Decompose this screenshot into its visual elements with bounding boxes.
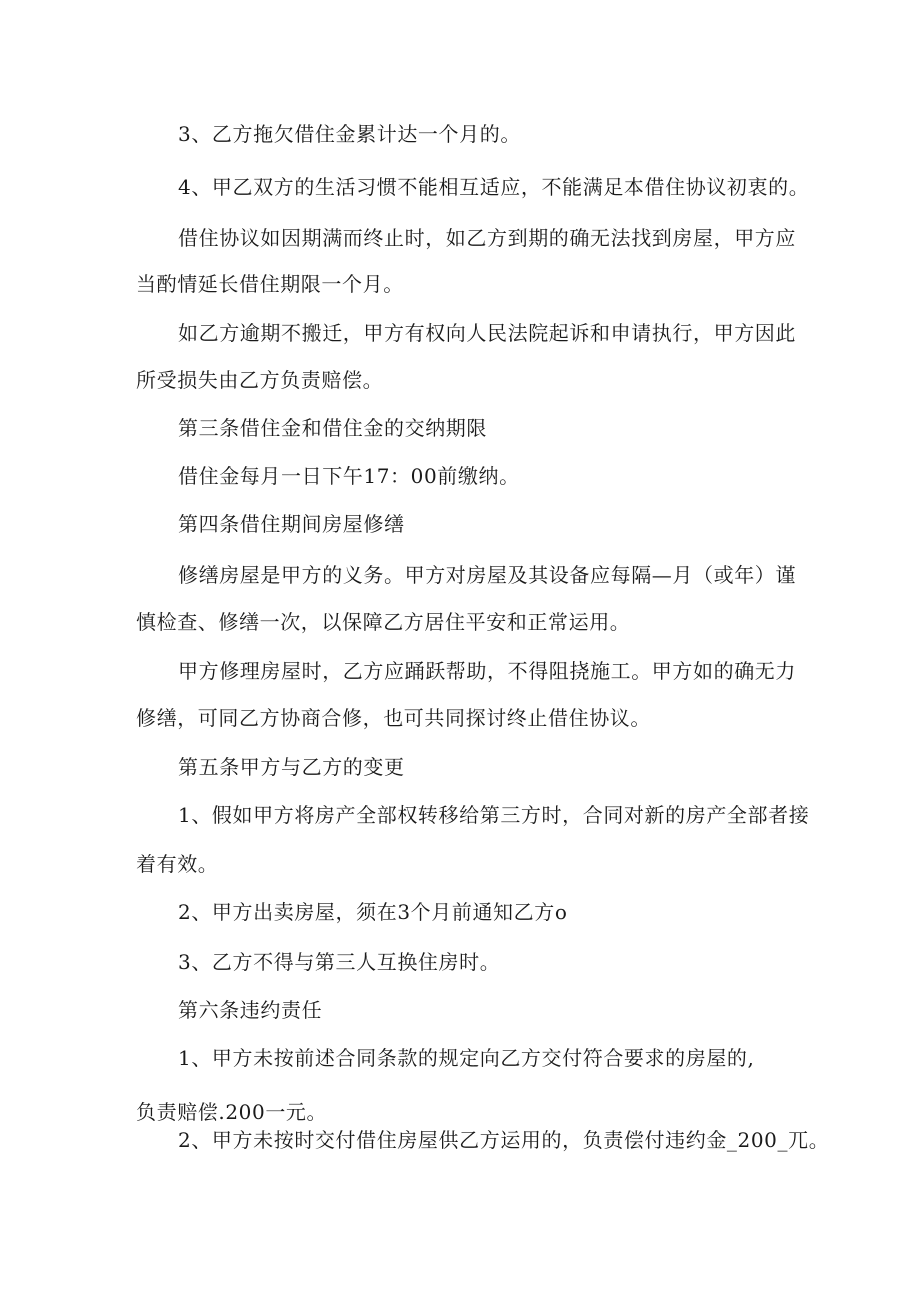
text-line: 慎检查、修缮一次，以保障乙方居住平安和正常运用。 [136, 610, 631, 634]
text-line: 如乙方逾期不搬迁，甲方有权向人民法院起诉和申请执行，甲方因此 [178, 321, 796, 345]
text-line: 所受损失由乙方负责赔偿。 [136, 368, 384, 392]
text-line: 当酌情延长借住期限一个月。 [136, 272, 404, 296]
text-line: 2、甲方出卖房屋，须在3个月前通知乙方o [178, 900, 568, 924]
text-line: 1、甲方未按前述合同条款的规定向乙方交付符合要求的房屋的, [178, 1046, 755, 1070]
text-line: 3、乙方拖欠借住金累计达一个月的。 [178, 122, 521, 146]
section-heading: 第五条甲方与乙方的变更 [178, 755, 405, 779]
text-line: 3、乙方不得与第三人互换住房时。 [178, 950, 501, 974]
text-line: 着有效。 [136, 852, 219, 876]
text-line: 借住金每月一日下午17：00前缴纳。 [178, 464, 520, 488]
section-heading: 第四条借住期间房屋修缮 [178, 512, 405, 536]
section-heading: 第三条借住金和借住金的交纳期限 [178, 416, 487, 440]
text-line: 修缮，可同乙方协商合修，也可共同探讨终止借住协议。 [136, 706, 651, 730]
text-line: 借住协议如因期满而终止时，如乙方到期的确无法找到房屋，甲方应 [178, 226, 796, 250]
section-heading: 第六条违约责任 [178, 998, 323, 1022]
text-line: 负责赔偿.200一元。 [136, 1100, 328, 1124]
text-line: 甲方修理房屋时，乙方应踊跃帮助，不得阻挠施工。甲方如的确无力 [178, 659, 796, 683]
text-line: 2、甲方未按时交付借住房屋供乙方运用的，负责偿付违约金_200_兀。 [178, 1128, 830, 1152]
text-line: 修缮房屋是甲方的义务。甲方对房屋及其设备应每隔—月（或年）谨 [178, 563, 796, 587]
text-line: 4、甲乙双方的生活习惯不能相互适应，不能满足本借住协议初衷的。 [178, 175, 810, 199]
text-line: 1、假如甲方将房产全部权转移给第三方时，合同对新的房产全部者接 [178, 803, 810, 827]
